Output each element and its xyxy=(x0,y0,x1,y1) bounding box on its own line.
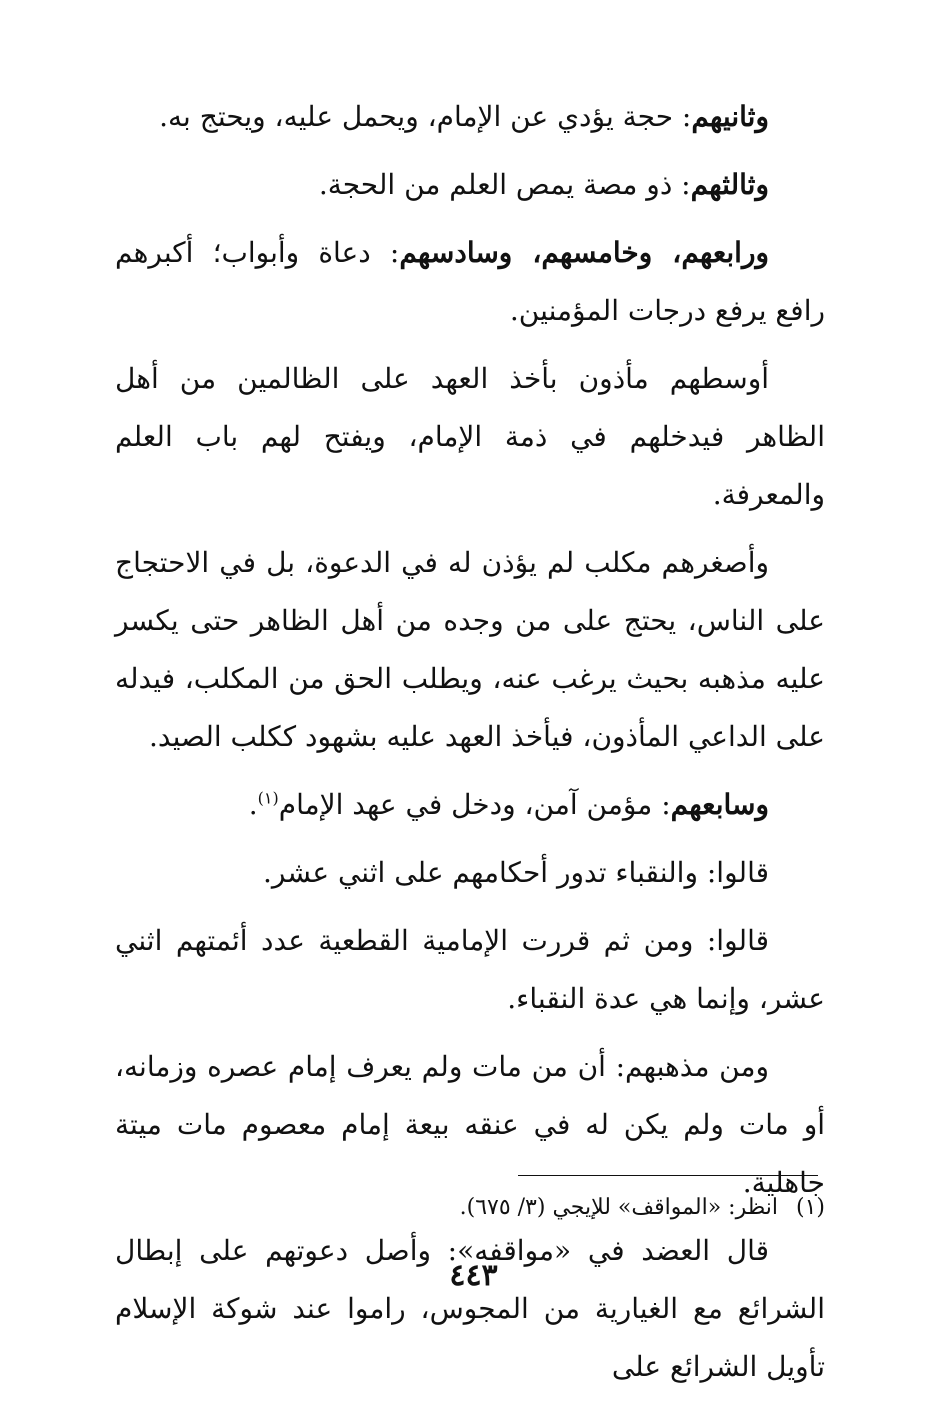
footnote-number: (١) xyxy=(795,1195,825,1220)
paragraph-text: أوسطهم مأذون بأخذ العهد على الظالمين من أهل الظاهر فيدخلهم في ذمة الإمام، ويفتح لهم باب العلم والمعرفة. xyxy=(115,362,825,511)
footnote xyxy=(115,1190,825,1226)
paragraph-lead: وسابعهم xyxy=(670,788,769,821)
paragraph-text: : مؤمن آمن، ودخل في عهد الإمام xyxy=(278,788,671,821)
paragraph-fourth-fifth-sixth xyxy=(115,224,825,340)
paragraph-text: : دعاة وأبواب؛ أكبرهم رافع يرفع درجات المؤمنين. xyxy=(115,236,825,327)
paragraph-lead: ورابعهم، وخامسهم، وسادسهم xyxy=(399,236,769,269)
paragraph-text: قالوا: ومن ثم قررت الإمامية القطعية عدد أئمتهم اثني عشر، وإنما هي عدة النقباء. xyxy=(115,924,825,1015)
paragraph-text: قال العضد في «مواقفه»: وأصل دعوتهم على إبطال الشرائع مع الغيارية من المجوس، راموا عند شوكة الإسلام تأويل الشرائع على xyxy=(115,1234,825,1383)
paragraph-middle xyxy=(115,350,825,524)
paragraph-adud xyxy=(115,1222,825,1396)
paragraph-seventh xyxy=(115,776,825,834)
paragraph-text: : حجة يؤدي عن الإمام، ويحمل عليه، ويحتج به. xyxy=(159,100,692,133)
paragraph-text: ومن مذهبهم: أن من مات ولم يعرف إمام عصره وزمانه، أو مات ولم يكن له في عنقه بيعة إمام معصوم مات ميتة جاهلية. xyxy=(115,1050,825,1199)
paragraph-lead: وثانيهم xyxy=(691,100,769,133)
paragraph-third xyxy=(115,156,825,214)
paragraph-lead: وثالثهم xyxy=(690,168,769,201)
paragraph-smallest xyxy=(115,534,825,766)
paragraph-text: قالوا: والنقباء تدور أحكامهم على اثني عشر. xyxy=(263,856,769,889)
paragraph-imamiyya xyxy=(115,912,825,1028)
footnote-divider xyxy=(518,1175,818,1176)
paragraph-tail: . xyxy=(248,788,258,821)
footnote-text: انظر: «المواقف» للإيجي (٣/ ٦٧٥). xyxy=(459,1195,778,1220)
page-number: ٤٤٣ xyxy=(449,1258,498,1293)
paragraph-doctrine xyxy=(115,1038,825,1212)
footnote-reference[interactable]: (١) xyxy=(257,788,279,808)
paragraph-text: وأصغرهم مكلب لم يؤذن له في الدعوة، بل في الاحتجاج على الناس، يحتج على من وجده من أهل الظاهر حتى يكسر عليه مذهبه بحيث يرغب عنه، ويطلب الحق من المكلب، فيدله على الداعي المأذون، فيأخذ العهد عليه بشهود ككلب الصيد. xyxy=(115,546,825,753)
paragraph-second xyxy=(115,88,825,146)
paragraph-text: : ذو مصة يمص العلم من الحجة. xyxy=(318,168,691,201)
paragraph-nuqaba xyxy=(115,844,825,902)
